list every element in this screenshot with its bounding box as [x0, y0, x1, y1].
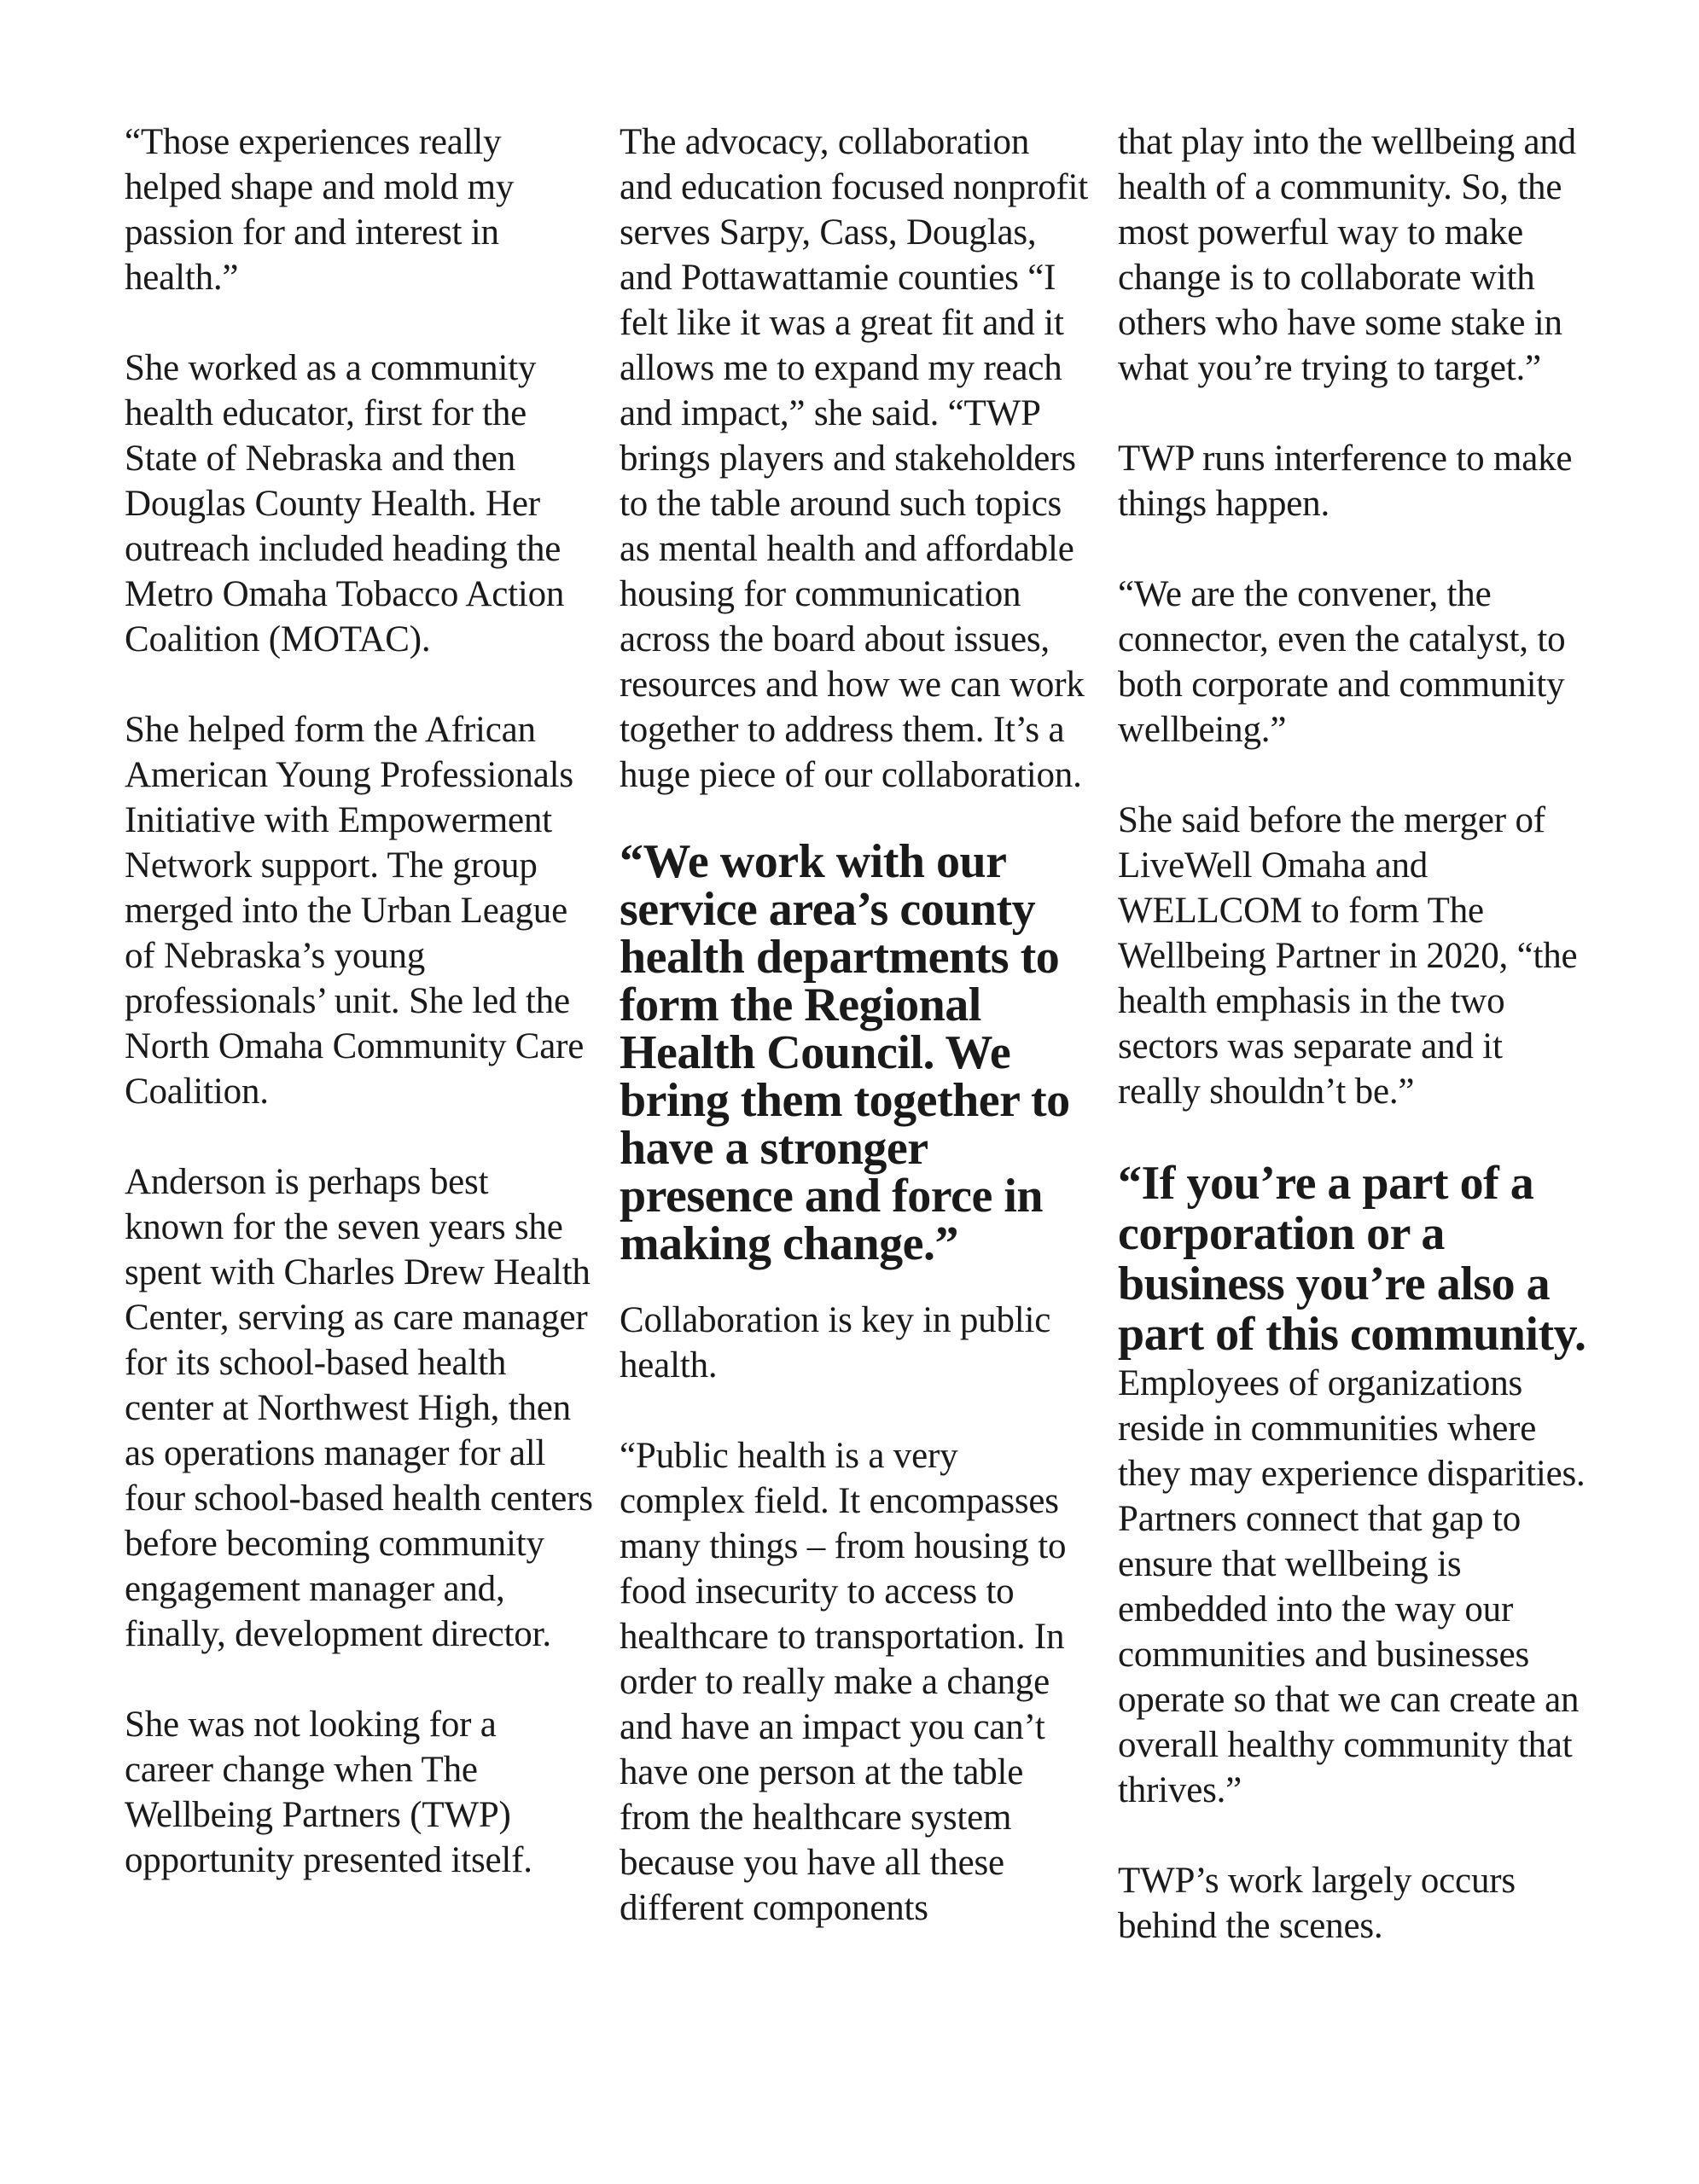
- paragraph: Anderson is perhaps best known for the seven years she spent with Charles Drew Health Center, serving as care manager for its school-based health center at Northwest High, then as operations manager for all four school-based health centers before becoming community engagement manager and, finally, development director.: [125, 1162, 593, 1654]
- column-2: [620, 119, 1089, 1931]
- pull-quote: “We work with our service area’s county health departments to form the Regional Health Council. We bring them together to have a stronger presence and force in making change.”: [620, 835, 1070, 1270]
- pull-quote: “If you’re a part of a corporation or a business you’re also a part of this community.: [1118, 1157, 1586, 1361]
- paragraph: Collaboration is key in public health.: [620, 1300, 1051, 1385]
- paragraph: She worked as a community health educator, first for the State of Nebraska and then Douglas County Health. Her outreach included heading the Metro Omaha Tobacco Action Coalition (MOTAC).: [125, 348, 565, 659]
- paragraph: She was not looking for a career change when The Wellbeing Partners (TWP) opportunity presented itself.: [125, 1705, 532, 1880]
- paragraph: She helped form the African American Young Professionals Initiative with Empowerment Network support. The group merged into the Urban League of Nebraska’s young professionals’ unit. She led the North Omaha Community Care Coalition.: [125, 710, 585, 1112]
- paragraph: “Public health is a very complex field. It encompasses many things – from housing to food insecurity to access to healthcare to transportation. In order to really make a change and have an impact you can’t have one person at the table from the healthcare system because you have all these different components: [620, 1436, 1067, 1928]
- paragraph: She said before the merger of LiveWell Omaha and WELLCOM to form The Wellbeing Partner in 2020, “the health emphasis in the two sectors was separate and it really shouldn’t be.”: [1118, 800, 1578, 1112]
- paragraph: “Those experiences really helped shape and mold my passion for and interest in health.”: [125, 122, 515, 298]
- paragraph: “We are the convener, the connector, even the catalyst, to both corporate and community wellbeing.”: [1118, 574, 1566, 750]
- paragraph: TWP’s work largely occurs behind the scenes.: [1118, 1861, 1516, 1946]
- pull-quote-continuation: Employees of organizations reside in communities where they may experience disparities. Partners connect that gap to ensure that wellbeing is embedded into the way our communities and businesses operate so that we can create an overall healthy community that thrives.”: [1118, 1363, 1586, 1810]
- pull-quote-paragraph: [1118, 1159, 1587, 1813]
- column-3: [1118, 119, 1587, 1949]
- paragraph: The advocacy, collaboration and education focused nonprofit serves Sarpy, Cass, Douglas, and Pottawattamie counties “I felt like it was a great fit and it allows me to expand my reach and impact,” she said. “TWP brings players and stakeholders to the table around such topics as mental health and affordable housing for communication across the board about issues, resources and how we can work together to address them. It’s a huge piece of our collaboration.: [620, 122, 1089, 795]
- paragraph: that play into the wellbeing and health of a community. So, the most powerful way to make change is to collaborate with others who have some stake in what you’re trying to target.”: [1118, 122, 1576, 388]
- column-1: [125, 119, 594, 1883]
- paragraph: TWP runs interference to make things happen.: [1118, 439, 1573, 524]
